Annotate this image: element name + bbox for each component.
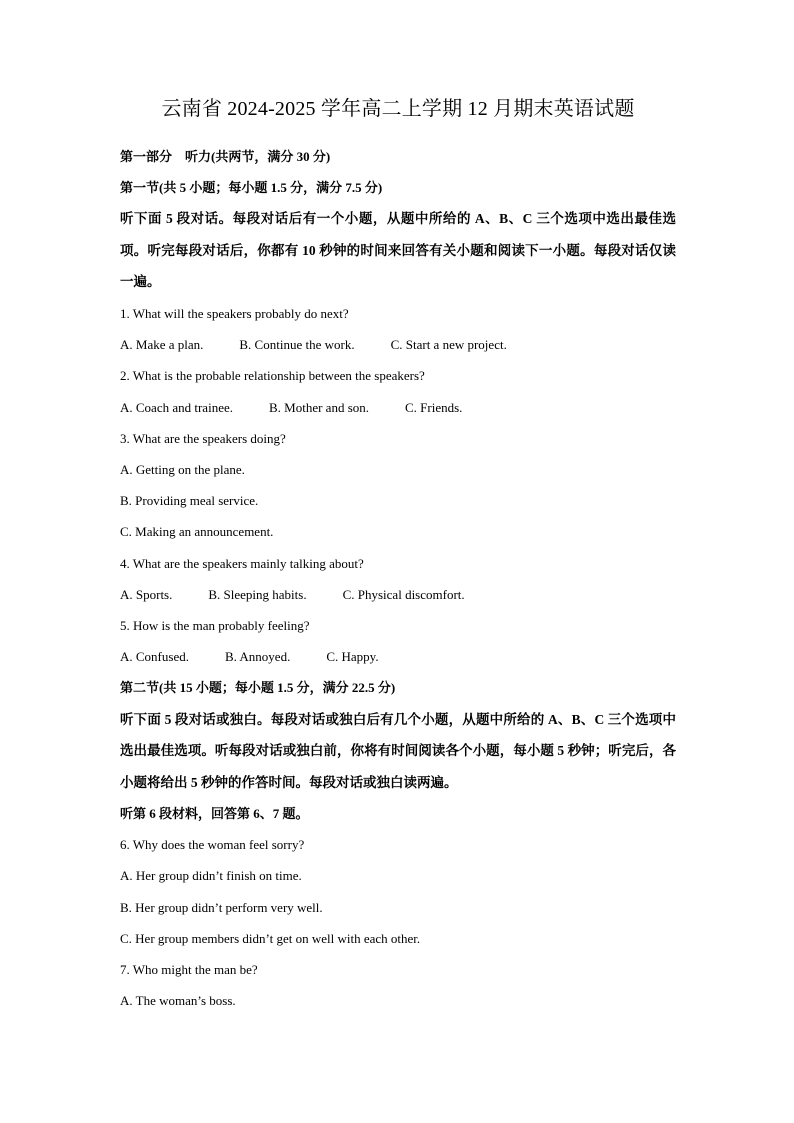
section1-instructions: 听下面 5 段对话。每段对话后有一个小题，从题中所给的 A、B、C 三个选项中选出最佳选项。听完每段对话后，你都有 10 秒钟的时间来回答有关小题和阅读下一小题。每段对话仅读一遍。 [120, 211, 676, 290]
option: B. Sleeping habits. [208, 586, 307, 602]
section2-instructions: 听下面 5 段对话或独白。每段对话或独白后有几个小题，从题中所给的 A、B、C 三个选项中选出最佳选项。听每段对话或独白前，你将有时间阅读各个小题，每小题 5 秒钟；听完后，各小题将给出 5 秒钟的作答时间。每段对话或独白读两遍。 [120, 711, 676, 790]
option: C. Happy. [326, 649, 379, 665]
option: A. Her group didn’t finish on time. [120, 868, 302, 884]
option: A. Make a plan. [120, 337, 204, 353]
question-stem: 3. What are the speakers doing? [120, 430, 286, 446]
option: A. Confused. [120, 649, 189, 665]
option: C. Her group members didn’t get on well with each other. [120, 930, 421, 946]
question-options [120, 392, 676, 423]
question-options [120, 579, 676, 610]
question-stem: 6. Why does the woman feel sorry? [120, 837, 305, 853]
option: A. The woman’s boss. [120, 993, 236, 1009]
option: C. Making an announcement. [120, 524, 274, 540]
page-title: 云南省 2024-2025 学年高二上学期 12 月期末英语试题 [161, 98, 635, 120]
option: B. Annoyed. [224, 649, 291, 665]
option: A. Getting on the plane. [120, 461, 245, 477]
option: C. Physical discomfort. [342, 586, 465, 602]
question-stem: 5. How is the man probably feeling? [120, 617, 310, 633]
section1-heading: 第一节(共 5 小题；每小题 1.5 分，满分 7.5 分) [120, 180, 383, 196]
question-stem: 4. What are the speakers mainly talking about? [120, 555, 364, 571]
option: A. Sports. [120, 586, 173, 602]
question-stem: 1. What will the speakers probably do next? [120, 305, 349, 321]
material-6-heading: 听第 6 段材料，回答第 6、7 题。 [120, 806, 309, 822]
option: A. Coach and trainee. [120, 399, 233, 415]
option: B. Continue the work. [239, 337, 355, 353]
option: C. Start a new project. [390, 337, 507, 353]
question-stem: 2. What is the probable relationship between the speakers? [120, 368, 425, 384]
question-stem: 7. Who might the man be? [120, 962, 258, 978]
option: B. Providing meal service. [120, 493, 259, 509]
question-options [120, 329, 676, 360]
question-options [120, 641, 676, 672]
option: C. Friends. [405, 399, 463, 415]
option: B. Mother and son. [268, 399, 370, 415]
option: B. Her group didn’t perform very well. [120, 899, 323, 915]
part1-heading: 第一部分 听力(共两节，满分 30 分) [120, 149, 331, 164]
section2-heading: 第二节(共 15 小题；每小题 1.5 分，满分 22.5 分) [120, 680, 396, 696]
